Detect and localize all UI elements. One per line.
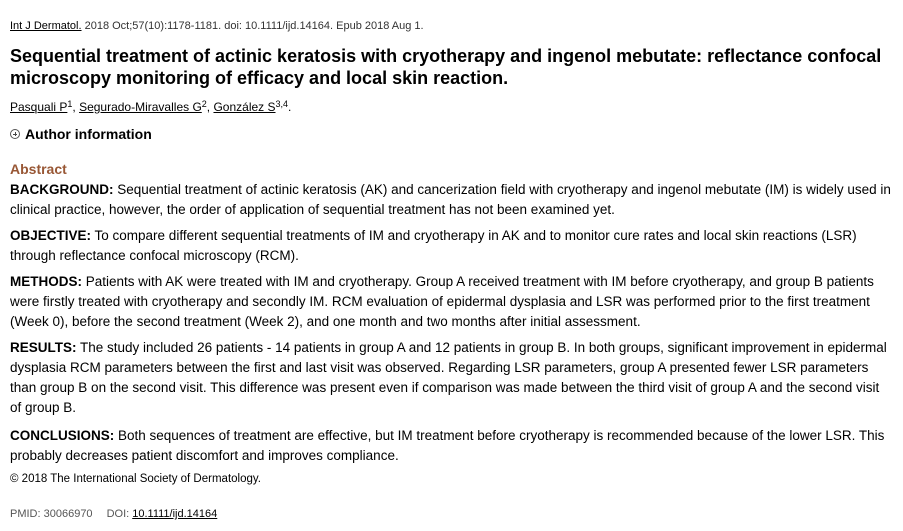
- abstract-heading: Abstract: [10, 161, 67, 177]
- abstract-conclusions: [10, 426, 894, 466]
- section-text: The study included 26 patients - 14 patients in group A and 12 patients in group B. In both groups, significant improvement in epidermal dysplasia RCM parameters between the first and last visit was observed. Regarding LSR parameters, group A presented fewer LSR parameters than group B on the second visit. This difference was present even if comparison was made between the third visit of group A and the second visit of group B.: [10, 340, 887, 415]
- doi-label: DOI:: [106, 508, 133, 520]
- author-information-label: Author information: [25, 126, 152, 142]
- author-affiliation: 2: [201, 99, 207, 109]
- section-text: Patients with AK were treated with IM and cryotherapy. Group A received treatment with IM before cryotherapy, and group B patients were firstly treated with cryotherapy and secondly IM. RCM evaluation of epidermal dysplasia and LSR was performed prior to the first treatment (Week 0), before the second treatment (Week 2), and one month and two months after initial assessment.: [10, 274, 874, 329]
- expand-plus-icon: [10, 129, 20, 139]
- citation-details: 2018 Oct;57(10):1178-1181. doi: 10.1111/ijd.14164. Epub 2018 Aug 1.: [81, 20, 424, 32]
- author-information-toggle[interactable]: [10, 126, 152, 142]
- section-label: BACKGROUND:: [10, 182, 114, 197]
- abstract-methods: [10, 272, 894, 332]
- abstract-objective: [10, 226, 894, 266]
- abstract-background: [10, 180, 894, 220]
- author-list: Pasquali $P^1$, Segurado-Miravalles $G^2$, González S$^{3,4}$.: [10, 99, 292, 114]
- doi-link[interactable]: 10.1111/ijd.14164: [132, 508, 218, 520]
- section-text: Both sequences of treatment are effective, but IM treatment before cryotherapy is recommended because of the lower LSR. This probably decreases patient discomfort and improves compliance.: [10, 428, 885, 463]
- author-link[interactable]: González S: [213, 100, 276, 114]
- section-text: To compare different sequential treatments of IM and cryotherapy in AK and to monitor cure rates and local skin reactions (LSR) through reflectance confocal microscopy (RCM).: [10, 228, 857, 263]
- author-link[interactable]: Pasquali P: [10, 100, 68, 114]
- section-label: METHODS:: [10, 274, 82, 289]
- section-label: RESULTS:: [10, 340, 77, 355]
- copyright-notice: © 2018 The International Society of Dermatology.: [10, 473, 261, 485]
- section-label: OBJECTIVE:: [10, 228, 92, 243]
- identifier-line: [10, 508, 217, 520]
- abstract-results: [10, 338, 894, 418]
- pmid-label: PMID: 30066970: [10, 508, 93, 520]
- journal-link[interactable]: Int J Dermatol.: [10, 20, 82, 32]
- author-affiliation: 1: [67, 99, 73, 109]
- author-affiliation: 3,4: [275, 99, 289, 109]
- section-text: Sequential treatment of actinic keratosis (AK) and cancerization field with cryotherapy and ingenol mebutate (IM) is widely used in clinical practice, however, the order of application of sequential treatment has not been examined yet.: [10, 182, 891, 217]
- section-label: CONCLUSIONS:: [10, 428, 115, 443]
- article-title: Sequential treatment of actinic keratosis with cryotherapy and ingenol mebutate: reflectance confocal microscopy monitoring of efficacy and local skin reaction.: [10, 46, 882, 88]
- citation-line: [10, 20, 424, 32]
- author-link[interactable]: Segurado-Miravalles G: [79, 100, 202, 114]
